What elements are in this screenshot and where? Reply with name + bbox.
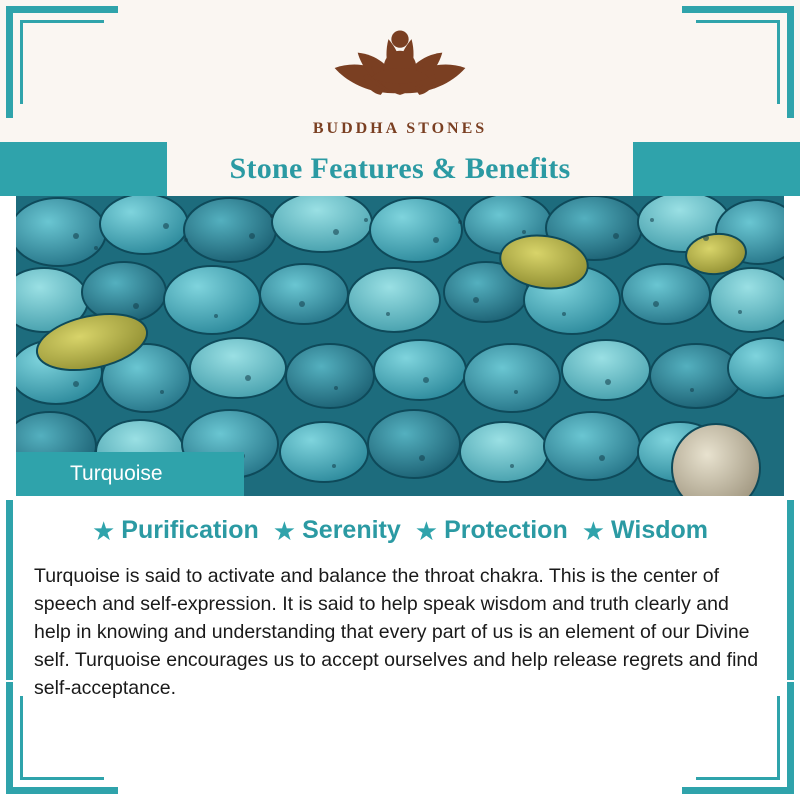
brand-name: BUDDHA STONES xyxy=(312,120,488,137)
lotus-meditation-icon xyxy=(275,18,525,118)
star-icon: ★ xyxy=(272,515,297,546)
description-text: Turquoise is said to activate and balance the throat chakra. This is the center of speech and self-expression. It is said to help speak wisdom and truth clearly and help in knowing and understanding that every part of us is an element of our Divine self. Turquoise encourages us to accept ourselves and help release regrets and find self-acceptance. xyxy=(34,565,759,699)
photo-graphic xyxy=(16,196,784,496)
photo-caption-tab xyxy=(16,452,244,496)
benefits-row xyxy=(0,516,800,545)
page-title: Stone Features & Benefits xyxy=(229,152,571,185)
star-icon: ★ xyxy=(581,515,606,546)
benefit-item-purification xyxy=(92,516,259,545)
title-plate xyxy=(167,142,633,196)
title-band xyxy=(0,142,800,196)
header xyxy=(0,0,800,196)
benefit-label: Wisdom xyxy=(611,516,709,544)
benefit-item-wisdom xyxy=(582,516,708,545)
brand-logo xyxy=(270,18,530,138)
photo-caption: Turquoise xyxy=(70,462,163,485)
benefit-label: Protection xyxy=(444,516,568,544)
star-icon: ★ xyxy=(91,515,116,546)
benefit-label: Serenity xyxy=(302,516,401,544)
turquoise-stones-photo xyxy=(16,196,784,496)
benefit-item-serenity xyxy=(273,516,401,545)
benefit-label: Purification xyxy=(121,516,259,544)
benefit-item-protection xyxy=(415,516,568,545)
star-icon: ★ xyxy=(414,515,439,546)
